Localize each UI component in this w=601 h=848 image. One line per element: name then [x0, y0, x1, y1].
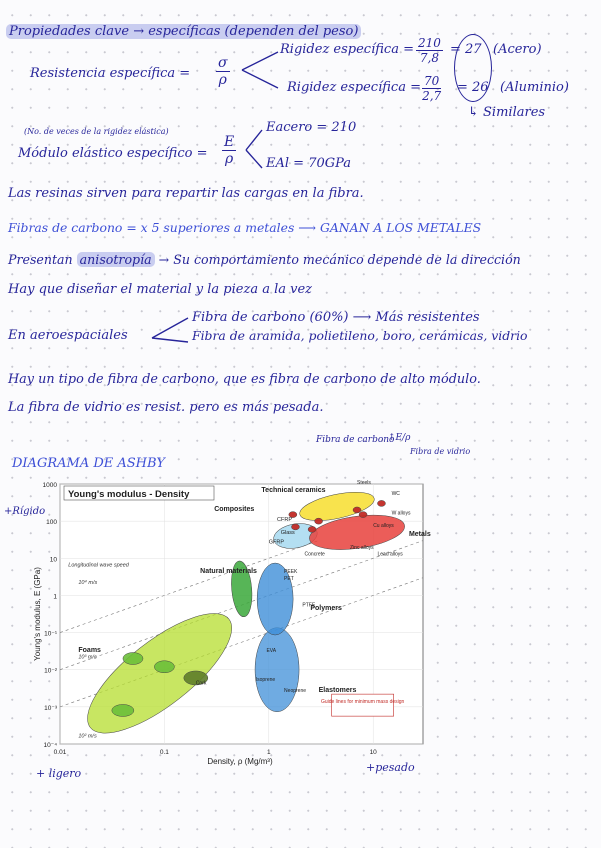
material-label: GFRP: [268, 539, 285, 546]
aero-otros: Fibra de aramida, polietileno, boro, cerámicas, vidrio: [192, 328, 528, 343]
material-dot: [353, 507, 361, 513]
rigidez-aluminio-fraction: $\frac{70}{2,7}$: [422, 74, 442, 103]
material-label: Composites: [214, 505, 255, 513]
ann-vidrio: Fibra de vidrio: [410, 447, 471, 456]
wave-speed-label: 10³ m/s: [78, 654, 97, 661]
y-tick-label: 10⁻²: [44, 667, 57, 675]
rigidez-acero-fraction: $\frac{210}{7,8}$: [418, 36, 441, 65]
line-fibras: Fibras de carbono = x 5 superiores a metales ⟶ GANAN A LOS METALES: [8, 220, 482, 235]
material-label: Lead alloys: [377, 551, 403, 558]
material-label: EVA: [266, 647, 277, 654]
elastomers-envelope: [255, 628, 299, 712]
y-tick-label: 100: [46, 519, 57, 527]
modulo-label: Módulo elástico específico =: [18, 146, 208, 161]
material-label: PEEK: [284, 569, 298, 576]
material-label: W alloys: [391, 510, 411, 517]
material-label: Foams: [78, 646, 101, 654]
line-vidrio: La fibra de vidrio es resist. pero es más pesada.: [8, 400, 324, 415]
x-tick-label: 0.1: [159, 749, 169, 756]
resistencia-label: Resistencia específica =: [30, 66, 191, 81]
material-label: PTFE: [302, 602, 316, 609]
y-axis-label: Young's modulus, E (GPa): [33, 567, 42, 661]
y-tick-label: 1: [53, 593, 57, 601]
mas-rigido: +Rígido: [4, 506, 46, 517]
branch-lines-2: [244, 126, 266, 172]
material-label: PET: [284, 576, 294, 583]
y-tick-label: 10⁻³: [44, 704, 57, 712]
x-tick-label: 1: [266, 749, 271, 756]
line-hay: Hay que diseñar el material y la pieza a la vez: [8, 282, 313, 297]
y-tick-label: 10: [49, 556, 57, 564]
material-label: Polymers: [310, 605, 342, 613]
small-note: (No. de veces de la rigidez elástica): [24, 127, 169, 136]
material-label: Isoprene: [255, 676, 276, 683]
foam-blob: [112, 704, 134, 716]
presentan-rest: → Su comportamiento mecánico depende de la dirección: [158, 252, 521, 267]
wave-speed-label: 10⁴ m/s: [78, 580, 98, 587]
material-label: Cu alloys: [373, 522, 394, 529]
foam-blob: [154, 661, 174, 673]
x-tick-label: 0.01: [53, 749, 67, 756]
aero-label: En aeroespaciales: [8, 328, 128, 343]
y-tick-label: 1000: [42, 482, 57, 489]
e-aluminio: EAl = 70GPa: [266, 156, 352, 171]
aero-carbono: Fibra de carbono (60%) ⟶ Más resistentes: [192, 310, 480, 325]
rigidez-aluminio-material: (Aluminio): [500, 80, 569, 95]
highlight: Propiedades clave → específicas (dependen del peso): [6, 24, 361, 39]
line-presentan: [8, 252, 521, 268]
material-label: Steels: [357, 480, 371, 486]
ann-ratio: ↑E/ρ: [388, 433, 411, 443]
guide-text: Guide lines for minimum mass design: [320, 699, 405, 706]
branch-lines-3: [150, 312, 192, 352]
material-label: Neoprene: [284, 688, 307, 695]
line-tipo: Hay un tipo de fibra de carbono, que es fibra de carbono de alto módulo.: [8, 372, 481, 387]
material-label: Natural materials: [200, 568, 257, 576]
material-label: Zinc alloys: [350, 544, 374, 551]
material-label: Concrete: [304, 551, 325, 558]
presentan-text: Presentan: [8, 252, 73, 267]
material-label: Elastomers: [318, 687, 357, 695]
rigidez-acero-result: = 27: [450, 42, 482, 57]
material-label: Cork: [195, 680, 207, 687]
wave-speed-label: Longitudinal wave speed: [68, 562, 129, 569]
y-tick-label: 10⁻¹: [44, 630, 57, 638]
mas-pesado: +pesado: [366, 761, 415, 774]
ashby-chart: [0, 476, 450, 776]
line-resinas: Las resinas sirven para repartir las cargas en la fibra.: [8, 186, 364, 201]
chart-title: Young's modulus - Density: [68, 489, 190, 500]
material-dot: [315, 518, 323, 524]
diagrama-title: DIAGRAMA DE ASHBY: [12, 456, 165, 471]
ann-carbono: Fibra de carbono: [316, 435, 395, 445]
material-label: Metals: [408, 530, 431, 538]
mas-ligero: + ligero: [36, 767, 82, 780]
material-dot: [308, 526, 316, 532]
anisotropia-highlight: anisotropía: [77, 252, 155, 267]
e-acero: Eacero = 210: [266, 120, 357, 135]
foam-blob: [123, 653, 143, 665]
material-label: CFRP: [277, 517, 293, 524]
material-dot: [377, 500, 385, 506]
heading-propiedades: [6, 24, 361, 40]
material-dot: [291, 524, 299, 530]
material-label: Technical ceramics: [261, 487, 326, 495]
wave-speed-label: 10² m/s: [78, 733, 97, 740]
sigma-rho-fraction: $\frac{\sigma}{\rho}$: [218, 55, 228, 88]
branch-lines-1: [240, 48, 282, 92]
y-tick-label: 10⁻⁴: [43, 742, 57, 749]
x-axis-label: Density, ρ (Mg/m³): [207, 757, 273, 766]
rigidez-acero-label: Rigidez específica =: [280, 42, 414, 57]
material-label: WC: [391, 491, 400, 498]
rigidez-aluminio-result: = 26: [457, 80, 489, 95]
circle-results: [454, 34, 492, 102]
x-tick-label: 10: [369, 749, 377, 756]
material-label: Glass: [280, 530, 295, 537]
material-dot: [359, 512, 367, 518]
rigidez-acero-material: (Acero): [493, 42, 542, 57]
rigidez-aluminio-label: Rigidez específica =: [287, 80, 421, 95]
similares-note: ↳ Similares: [468, 105, 546, 120]
e-rho-fraction: $\frac{E}{\rho}$: [224, 134, 235, 167]
